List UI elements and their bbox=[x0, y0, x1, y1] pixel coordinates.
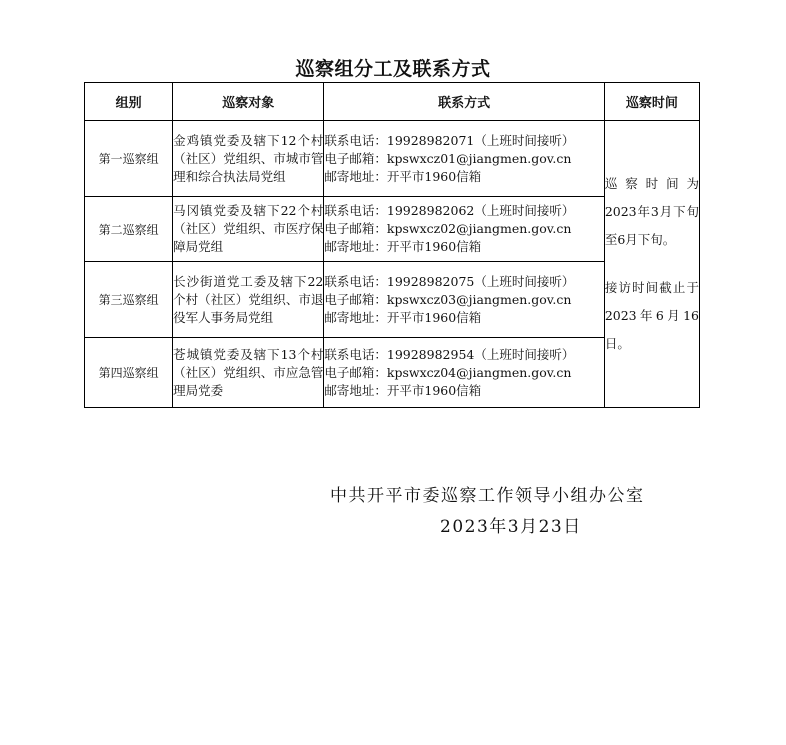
contact-cell bbox=[324, 121, 604, 197]
header-target: 巡察对象 bbox=[173, 83, 324, 121]
email-line[interactable]: 电子邮箱：kpswxcz02@jiangmen.gov.cn bbox=[324, 221, 572, 236]
inspection-table bbox=[84, 82, 700, 408]
target-cell: 马冈镇党委及辖下22个村（社区）党组织、市医疗保障局党组 bbox=[173, 197, 324, 262]
email-line[interactable]: 电子邮箱：kpswxcz04@jiangmen.gov.cn bbox=[324, 364, 572, 380]
group-cell: 第一巡察组 bbox=[85, 121, 173, 197]
email-line[interactable]: 电子邮箱：kpswxcz03@jiangmen.gov.cn bbox=[324, 291, 572, 307]
contact-cell bbox=[324, 262, 604, 338]
mail-line: 邮寄地址：开平市1960信箱 bbox=[324, 168, 482, 184]
mail-line: 邮寄地址：开平市1960信箱 bbox=[324, 309, 482, 325]
table-row bbox=[85, 121, 700, 197]
inspection-period: 巡察时间为2023年3月下旬至6月下旬。 bbox=[604, 176, 699, 247]
target-cell: 长沙街道党工委及辖下22个村（社区）党组织、市退役军人事务局党组 bbox=[173, 262, 324, 338]
contact-cell bbox=[324, 338, 604, 408]
contact-cell bbox=[324, 197, 604, 262]
visit-deadline: 接访时间截止于2023年6月16日。 bbox=[604, 280, 699, 351]
issue-date: 2023年3月23日 bbox=[440, 517, 582, 537]
mail-line: 邮寄地址：开平市1960信箱 bbox=[324, 382, 482, 398]
table-header-row bbox=[85, 83, 700, 121]
header-time: 巡察时间 bbox=[604, 83, 699, 121]
group-cell: 第二巡察组 bbox=[85, 197, 173, 262]
phone-line: 联系电话：19928982062（上班时间接听） bbox=[324, 203, 575, 218]
group-cell: 第四巡察组 bbox=[85, 338, 173, 408]
header-contact: 联系方式 bbox=[324, 83, 604, 121]
issuing-office: 中共开平市委巡察工作领导小组办公室 bbox=[330, 486, 645, 506]
email-line[interactable]: 电子邮箱：kpswxcz01@jiangmen.gov.cn bbox=[324, 150, 572, 166]
target-cell: 苍城镇党委及辖下13个村（社区）党组织、市应急管理局党委 bbox=[173, 338, 324, 408]
mail-line: 邮寄地址：开平市1960信箱 bbox=[324, 239, 482, 254]
phone-line: 联系电话：19928982954（上班时间接听） bbox=[324, 346, 575, 362]
phone-line: 联系电话：19928982075（上班时间接听） bbox=[324, 273, 575, 289]
phone-line: 联系电话：19928982071（上班时间接听） bbox=[324, 132, 575, 148]
group-cell: 第三巡察组 bbox=[85, 262, 173, 338]
time-cell bbox=[604, 121, 699, 408]
header-group: 组别 bbox=[85, 83, 173, 121]
document-title: 巡察组分工及联系方式 bbox=[295, 58, 491, 80]
target-cell: 金鸡镇党委及辖下12个村（社区）党组织、市城市管理和综合执法局党组 bbox=[173, 121, 324, 197]
